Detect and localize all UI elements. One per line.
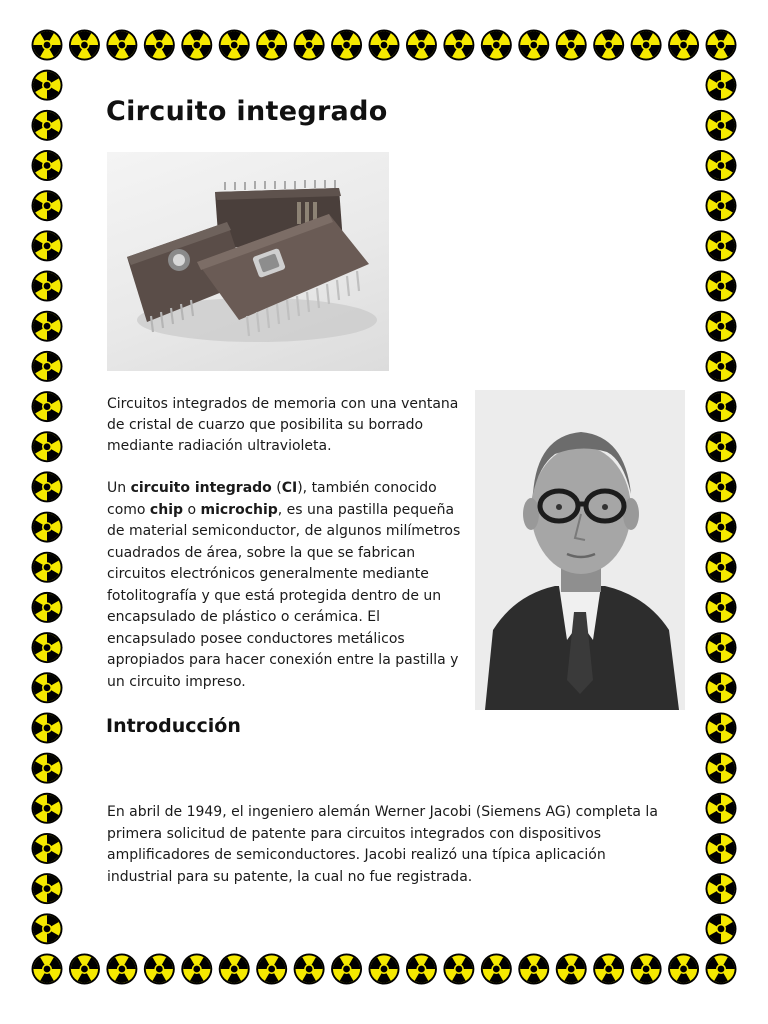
definition-paragraph [107,478,467,693]
radiation-symbol-icon [181,30,212,61]
radiation-symbol-icon [556,954,587,985]
integrated-circuit-chips-photo [107,152,389,371]
radiation-symbol-icon [518,954,549,985]
paragraph-text: ( [271,480,282,496]
radiation-symbol-icon [181,954,212,985]
werner-jacobi-portrait-photo [475,390,685,710]
radiation-symbol-icon [32,271,63,302]
radiation-symbol-icon [144,954,175,985]
bold-term-ci: CI [281,480,298,496]
radiation-symbol-icon [32,753,63,784]
paragraph-text: , es una pastilla pequeña de material semiconductor, de algunos milímetros cuadrados de área, sobre la que se fabrican circuitos electrónicos generalmente mediante fotolitografía y que está protegida dentro de un encapsulado de plástico o cerámica. El encapsulado posee conductores metálicos apropiados para hacer conexión entre la pastilla y un circuito impreso. [107,501,461,690]
radiation-symbol-icon [106,30,137,61]
radiation-symbol-icon [706,672,737,703]
paragraph-text: ), también conocido como [107,480,437,518]
radiation-symbol-icon [706,793,737,824]
radiation-symbol-icon [706,70,737,101]
radiation-symbol-icon [32,712,63,743]
bold-term-chip: chip [149,501,184,518]
radiation-symbol-icon [32,672,63,703]
radiation-symbol-icon [706,873,737,904]
radiation-symbol-icon [32,230,63,261]
image-caption: Circuitos integrados de memoria con una ventana de cristal de cuarzo que posibilita su borrado mediante radiación ultravioleta. [107,396,459,454]
radiation-symbol-icon [631,954,662,985]
radiation-symbol-icon [32,30,63,61]
radiation-symbol-icon [518,30,549,61]
radiation-symbol-icon [32,190,63,221]
bold-term-microchip: microchip [200,501,278,518]
radiation-symbol-icon [369,954,400,985]
radiation-symbol-icon [219,30,250,61]
radiation-symbol-icon [706,753,737,784]
radiation-symbol-icon [593,954,624,985]
page-title: Circuito integrado [106,96,388,127]
radiation-symbol-icon [32,913,63,944]
radiation-symbol-icon [668,30,699,61]
radiation-symbol-icon [331,30,362,61]
paragraph-text: o [183,501,201,518]
radiation-symbol-icon [593,30,624,61]
radiation-symbol-icon [69,954,100,985]
radiation-symbol-icon [706,431,737,462]
radiation-symbol-icon [668,954,699,985]
radiation-symbol-icon [32,592,63,623]
radiation-symbol-icon [256,954,287,985]
radiation-symbol-icon [706,271,737,302]
radiation-symbol-icon [706,391,737,422]
radiation-symbol-icon [706,632,737,663]
radiation-symbol-icon [32,512,63,543]
radiation-symbol-icon [256,30,287,61]
radiation-symbol-icon [32,833,63,864]
radiation-symbol-icon [481,30,512,61]
radiation-symbol-icon [294,954,325,985]
radiation-symbol-icon [706,311,737,342]
radiation-symbol-icon [706,512,737,543]
radiation-symbol-icon [294,30,325,61]
radiation-symbol-icon [706,230,737,261]
radiation-symbol-icon [32,793,63,824]
radiation-symbol-icon [406,954,437,985]
radiation-symbol-icon [32,311,63,342]
paragraph-text: Un [107,480,131,496]
radiation-symbol-icon [32,954,63,985]
radiation-symbol-icon [32,351,63,382]
radiation-symbol-icon [369,30,400,61]
radiation-symbol-icon [706,190,737,221]
radiation-symbol-icon [706,552,737,583]
radiation-symbol-icon [706,351,737,382]
radiation-symbol-icon [32,70,63,101]
radiation-symbol-icon [481,954,512,985]
radiation-symbol-icon [706,592,737,623]
history-paragraph: En abril de 1949, el ingeniero alemán Werner Jacobi (Siemens AG) completa la primera solicitud de patente para circuitos integrados con dispositivos amplificadores de semiconductores. Jacobi realizó una típica aplicación industrial para su patente, la cual no fue registrada. [107,804,658,885]
radiation-symbol-icon [32,873,63,904]
radiation-symbol-icon [706,954,737,985]
radiation-symbol-icon [706,30,737,61]
radiation-symbol-icon [219,954,250,985]
radiation-symbol-icon [406,30,437,61]
radiation-symbol-icon [556,30,587,61]
section-heading-introduccion: Introducción [106,715,241,737]
radiation-symbol-icon [443,954,474,985]
radiation-symbol-icon [32,431,63,462]
radiation-symbol-icon [443,30,474,61]
radiation-symbol-icon [32,632,63,663]
radiation-symbol-icon [706,913,737,944]
radiation-symbol-icon [331,954,362,985]
radiation-symbol-icon [706,712,737,743]
radiation-symbol-icon [32,391,63,422]
radiation-symbol-icon [106,954,137,985]
radiation-symbol-icon [32,110,63,141]
radiation-symbol-icon [32,150,63,181]
radiation-symbol-icon [144,30,175,61]
radiation-symbol-icon [706,471,737,502]
radiation-symbol-icon [706,833,737,864]
radiation-symbol-icon [706,150,737,181]
radiation-symbol-icon [32,552,63,583]
radiation-symbol-icon [631,30,662,61]
radiation-symbol-icon [706,110,737,141]
radiation-symbol-icon [69,30,100,61]
radiation-symbol-icon [32,471,63,502]
bold-term-circuito-integrado: circuito integrado [130,480,272,496]
